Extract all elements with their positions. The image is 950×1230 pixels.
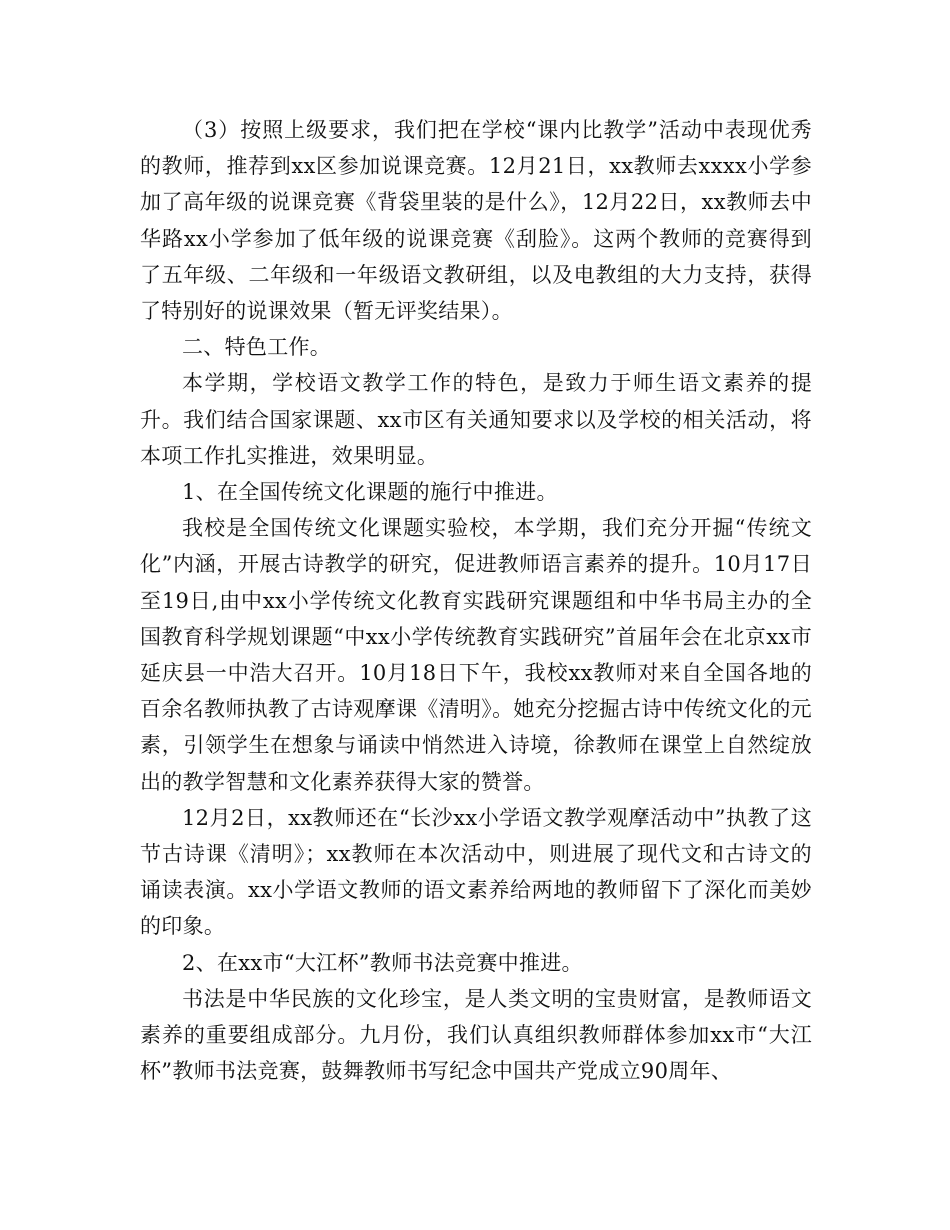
paragraph-calligraphy: 书法是中华民族的文化珍宝，是人类文明的宝贵财富，是教师语文素养的重要组成部分。九月份，我们认真组织教师群体参加xx市“大江杯”教师书法竞赛，鼓舞教师书写纪念中国共产党成立90周年、 [140, 986, 812, 1084]
paragraph-literacy-focus: 本学期，学校语文教学工作的特色，是致力于师生语文素养的提升。我们结合国家课题、xx市区有关通知要求以及学校的相关活动，将本项工作扎实推进，效果明显。 [140, 371, 812, 468]
document-body [140, 112, 812, 1089]
paragraph-poetry-research: 我校是全国传统文化课题实验校，本学期，我们充分开掘“传统文化”内涵，开展古诗教学的研究，促进教师语言素养的提升。10月17日至19日,由中xx小学传统文化教育实践研究课题组和中华书局主办的全国教育科学规划课题“中xx小学传统教育实践研究”首届年会在北京xx市延庆县一中浩大召开。10月18日下午，我校xx教师对来自全国各地的百余名教师执教了古诗观摩课《清明》。她充分挖掘古诗中传统文化的元素，引领学生在想象与诵读中悄然进入诗境，徐教师在课堂上自然绽放出的教学智慧和文化素养获得大家的赞誉。 [140, 516, 812, 794]
subheading-traditional-culture: 1、在全国传统文化课题的施行中推进。 [182, 480, 558, 505]
paragraph-speaking-contest: （3）按照上级要求，我们把在学校“课内比教学”活动中表现优秀的教师，推荐到xx区参加说课竞赛。12月21日，xx教师去xxxx小学参加了高年级的说课竞赛《背袋里装的是什么》，12月22日，xx教师去中华路xx小学参加了低年级的说课竞赛《刮脸》。这两个教师的竞赛得到了五年级、二年级和一年级语文教研组，以及电教组的大力支持，获得了特别好的说课效果（暂无评奖结果）。 [140, 118, 812, 324]
subheading-calligraphy-contest: 2、在xx市“大江杯”教师书法竞赛中推进。 [182, 950, 583, 975]
paragraph-changsha-observation: 12月2日，xx教师还在“长沙xx小学语文教学观摩活动中”执教了这节古诗课《清明》；xx教师在本次活动中，则进展了现代文和古诗文的诵读表演。xx小学语文教师的语文素养给两地的教师留下了深化而美妙的印象。 [140, 805, 812, 939]
section-heading-special-work: 二、特色工作。 [182, 335, 332, 360]
